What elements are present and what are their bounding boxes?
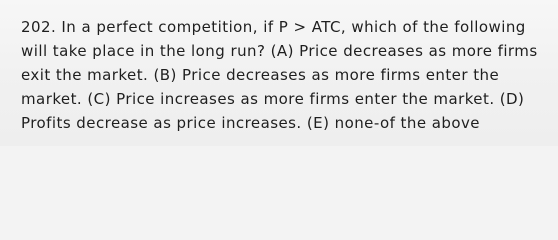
question-line-3: exit the market. (B) Price decreases as more firms enter the (21, 66, 500, 84)
question-line-5: Profits decrease as price increases. (E) none-of the above (21, 114, 480, 132)
question-line-2: will take place in the long run? (A) Price decreases as more firms (21, 42, 538, 60)
question-text (21, 15, 548, 135)
question-line-4: market. (C) Price increases as more firms enter the market. (D) (21, 90, 525, 108)
question-line-1: 202. In a perfect competition, if P > ATC, which of the following (21, 18, 526, 36)
